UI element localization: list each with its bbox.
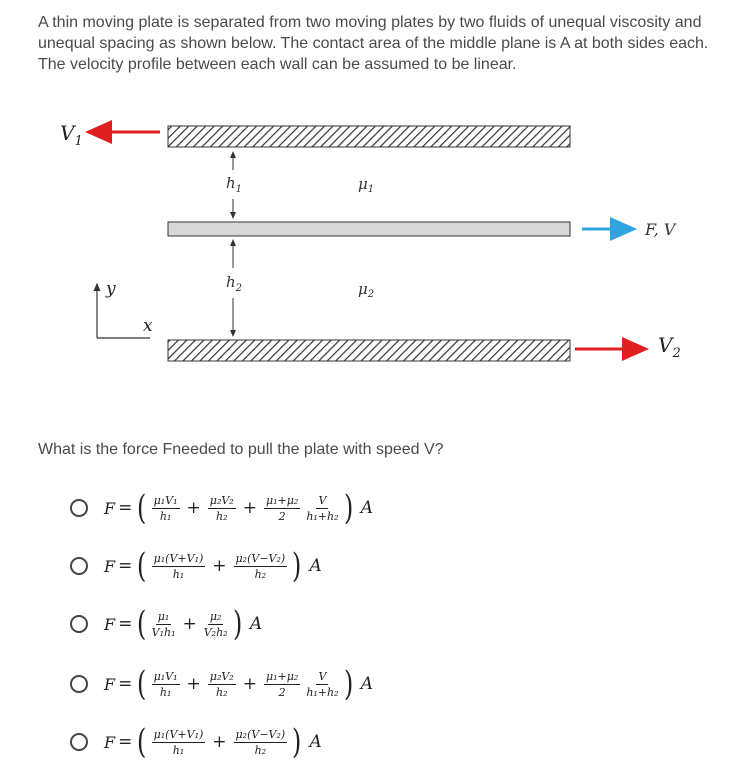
radio-button[interactable] xyxy=(70,499,88,517)
area-symbol: A xyxy=(249,614,263,634)
fraction-denominator: h₂ xyxy=(216,509,228,523)
radio-button[interactable] xyxy=(70,675,88,693)
area-symbol: A xyxy=(360,498,374,518)
answer-option[interactable] xyxy=(70,662,430,706)
area-symbol: A xyxy=(309,556,322,576)
formula-lhs: F xyxy=(104,498,116,518)
answer-option[interactable] xyxy=(70,602,430,646)
fraction xyxy=(208,494,236,523)
answer-option[interactable] xyxy=(70,544,430,588)
fraction-numerator: V xyxy=(318,669,327,683)
fraction xyxy=(152,670,180,699)
middle-plate xyxy=(168,222,570,236)
fraction-denominator: V₂h₂ xyxy=(203,625,228,639)
formula-lhs: F xyxy=(104,614,116,634)
right-paren: ) xyxy=(292,722,302,762)
plus-operator: + xyxy=(242,674,257,694)
fraction xyxy=(264,670,300,699)
area-symbol: A xyxy=(309,732,322,752)
fraction-numerator: μ₂ xyxy=(209,609,222,623)
fraction-numerator: μ₁V₁ xyxy=(153,493,178,507)
equals-sign: = xyxy=(118,674,133,694)
problem-statement: A thin moving plate is separated from two moving plates by two fluids of unequal viscosity and unequal spacing as shown below. The contact area of the middle plane is A at both sides each. The velocity profile between each wall can be assumed to be linear. xyxy=(38,14,709,73)
fraction-denominator: h₂ xyxy=(254,567,267,581)
fraction xyxy=(152,610,176,639)
left-paren: ( xyxy=(137,664,147,704)
answer-option[interactable] xyxy=(70,720,430,764)
answer-option[interactable] xyxy=(70,486,430,530)
fraction-denominator: 2 xyxy=(278,685,286,699)
left-paren: ( xyxy=(137,488,147,528)
v2-label: $V_2$ xyxy=(658,333,681,361)
fraction-numerator: μ₁+μ₂ xyxy=(265,493,299,507)
top-plate xyxy=(168,126,570,147)
left-paren: ( xyxy=(137,722,147,762)
answer-formula xyxy=(104,604,263,644)
mu1-label: $\mu_1$ xyxy=(358,175,375,195)
plus-operator: + xyxy=(242,498,257,518)
formula-lhs: F xyxy=(104,556,116,576)
fraction-denominator: h₁ xyxy=(159,509,172,523)
radio-button[interactable] xyxy=(70,557,88,575)
fraction xyxy=(306,494,338,523)
fraction-denominator: 2 xyxy=(278,509,286,523)
formula-lhs: F xyxy=(104,732,116,752)
right-paren: ) xyxy=(292,546,302,586)
fraction xyxy=(204,610,228,639)
plus-operator: + xyxy=(212,556,227,576)
answer-formula xyxy=(104,722,322,762)
answer-formula xyxy=(104,664,374,704)
x-axis-label: x xyxy=(143,316,153,336)
question-text: What is the force Fneeded to pull the plate with speed V? xyxy=(38,441,444,458)
fraction-denominator: h₂ xyxy=(216,685,228,699)
fraction-numerator: μ₁(V+V₁) xyxy=(153,727,204,741)
fraction-numerator: μ₂V₂ xyxy=(209,493,234,507)
fraction-numerator: μ₂V₂ xyxy=(209,669,234,683)
radio-button[interactable] xyxy=(70,733,88,751)
fraction xyxy=(208,670,236,699)
right-paren: ) xyxy=(343,488,353,528)
fraction-denominator: h₁+h₂ xyxy=(306,509,339,523)
right-paren: ) xyxy=(343,664,353,704)
v1-label: $V_1$ xyxy=(60,121,83,149)
y-axis-label: y xyxy=(106,279,116,299)
fraction-denominator: h₁ xyxy=(159,685,172,699)
fraction xyxy=(264,494,300,523)
h1-label: $h_1$ xyxy=(226,174,243,195)
fraction-numerator: μ₁+μ₂ xyxy=(265,669,299,683)
radio-button[interactable] xyxy=(70,615,88,633)
equals-sign: = xyxy=(118,614,133,634)
bottom-plate xyxy=(168,340,570,361)
plus-operator: + xyxy=(186,498,201,518)
fraction-denominator: V₁h₁ xyxy=(151,625,176,639)
area-symbol: A xyxy=(360,674,374,694)
fraction-denominator: h₁+h₂ xyxy=(306,685,339,699)
equals-sign: = xyxy=(118,732,133,752)
answer-formula xyxy=(104,546,322,586)
fraction-numerator: μ₁(V+V₁) xyxy=(153,551,204,565)
equals-sign: = xyxy=(118,556,133,576)
fraction-denominator: h₁ xyxy=(172,567,185,581)
fv-label: F, V xyxy=(645,220,676,239)
plus-operator: + xyxy=(186,674,201,694)
fraction xyxy=(152,494,180,523)
fraction xyxy=(234,552,288,581)
mu2-label: $\mu_2$ xyxy=(358,280,375,300)
fraction-numerator: V xyxy=(318,493,327,507)
fraction-numerator: μ₁ xyxy=(157,609,170,623)
fraction xyxy=(306,670,338,699)
left-paren: ( xyxy=(137,546,147,586)
answer-formula xyxy=(104,488,374,528)
fraction-numerator: μ₂(V−V₂) xyxy=(235,727,286,741)
right-paren: ) xyxy=(232,604,242,644)
h2-label: $h_2$ xyxy=(226,273,243,294)
formula-lhs: F xyxy=(104,674,116,694)
left-paren: ( xyxy=(137,604,147,644)
fraction xyxy=(152,728,206,757)
plus-operator: + xyxy=(212,732,227,752)
fraction xyxy=(152,552,206,581)
fraction xyxy=(234,728,288,757)
plus-operator: + xyxy=(182,614,197,634)
equals-sign: = xyxy=(118,498,133,518)
fraction-denominator: h₂ xyxy=(254,743,267,757)
fraction-denominator: h₁ xyxy=(172,743,185,757)
fraction-numerator: μ₂(V−V₂) xyxy=(235,551,286,565)
fraction-numerator: μ₁V₁ xyxy=(153,669,178,683)
